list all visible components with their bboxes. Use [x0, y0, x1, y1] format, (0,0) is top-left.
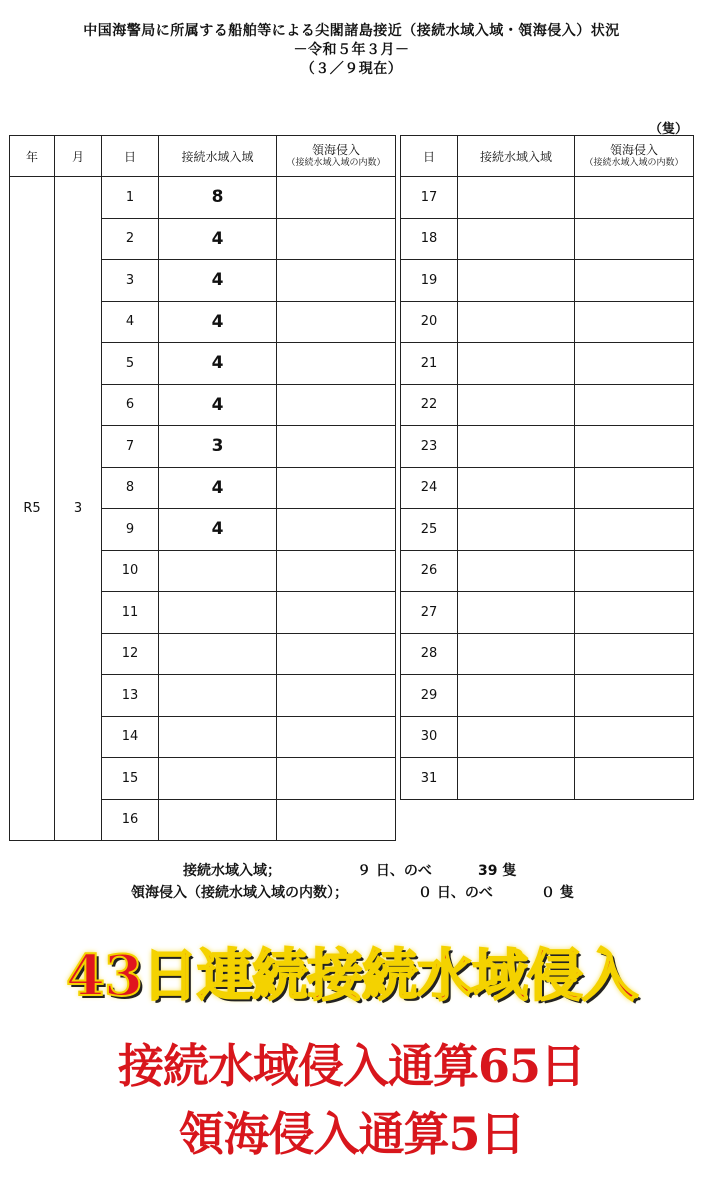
day-cell: 20	[401, 301, 458, 343]
unit-label: （隻）	[649, 122, 689, 137]
territorial-count-cell	[277, 467, 396, 509]
table-row	[401, 343, 694, 385]
contiguous-count-cell	[458, 426, 575, 468]
table-row	[401, 218, 694, 260]
territorial-count-cell	[575, 177, 694, 219]
territorial-header-label: 領海侵入	[609, 143, 658, 157]
day-cell: 28	[401, 633, 458, 675]
contiguous-count-cell: 4	[159, 343, 277, 385]
year-cell: R5	[10, 177, 55, 841]
contiguous-count-cell: 8	[159, 177, 277, 219]
day-cell: 19	[401, 260, 458, 302]
table-row	[401, 467, 694, 509]
table-row	[401, 260, 694, 302]
summary-territorial-label: 領海侵入（接続水域入域の内数）；	[131, 885, 348, 901]
day-cell: 11	[102, 592, 159, 634]
summary-contiguous-ships: 39 隻	[478, 863, 517, 879]
summary-territorial-ships: ０ 隻	[541, 885, 574, 901]
contiguous-count-cell	[159, 799, 277, 841]
day-cell: 10	[102, 550, 159, 592]
summary-contiguous-label: 接続水域入域；	[183, 863, 281, 879]
contiguous-header: 接続水域入域	[458, 136, 575, 177]
left-table-header-row	[10, 136, 396, 177]
contiguous-count-cell	[159, 633, 277, 675]
territorial-count-cell	[277, 758, 396, 800]
contiguous-count-cell	[458, 467, 575, 509]
contiguous-count-cell: 3	[159, 426, 277, 468]
contiguous-count-cell: 4	[159, 467, 277, 509]
contiguous-count-cell	[458, 509, 575, 551]
territorial-count-cell	[575, 301, 694, 343]
day-header: 日	[102, 136, 159, 177]
table-row	[401, 509, 694, 551]
territorial-count-cell	[277, 260, 396, 302]
day-cell: 8	[102, 467, 159, 509]
contiguous-count-cell	[458, 177, 575, 219]
day-cell: 13	[102, 675, 159, 717]
contiguous-count-cell	[458, 343, 575, 385]
table-row	[401, 550, 694, 592]
contiguous-count-cell	[458, 716, 575, 758]
table-row	[401, 426, 694, 468]
table-row	[401, 177, 694, 219]
day-cell: 1	[102, 177, 159, 219]
territorial-count-cell	[277, 592, 396, 634]
territorial-header-note: （接続水域入域の内数）	[584, 158, 684, 168]
contiguous-count-cell	[458, 633, 575, 675]
day-cell: 31	[401, 758, 458, 800]
territorial-count-cell	[575, 218, 694, 260]
day-cell: 5	[102, 343, 159, 385]
territorial-count-cell	[277, 509, 396, 551]
day-cell: 26	[401, 550, 458, 592]
contiguous-count-cell	[458, 384, 575, 426]
territorial-count-cell	[575, 716, 694, 758]
territorial-count-cell	[277, 177, 396, 219]
day-cell: 9	[102, 509, 159, 551]
banner-consecutive-days: 43日連続接続水域侵入	[66, 943, 637, 1009]
territorial-header	[277, 136, 396, 177]
table-row	[401, 592, 694, 634]
territorial-count-cell	[575, 592, 694, 634]
table-row	[401, 384, 694, 426]
right-table-header-row	[401, 136, 694, 177]
territorial-header	[575, 136, 694, 177]
territorial-count-cell	[277, 633, 396, 675]
day-cell: 15	[102, 758, 159, 800]
table-row	[10, 177, 396, 219]
day-cell: 27	[401, 592, 458, 634]
territorial-count-cell	[575, 758, 694, 800]
contiguous-count-cell	[458, 592, 575, 634]
territorial-count-cell	[277, 218, 396, 260]
territorial-count-cell	[575, 550, 694, 592]
summary-territorial-days: ０ 日、のべ	[418, 885, 493, 901]
day-cell: 25	[401, 509, 458, 551]
contiguous-count-cell: 4	[159, 260, 277, 302]
day-cell: 7	[102, 426, 159, 468]
contiguous-count-cell	[458, 675, 575, 717]
document-title: 中国海警局に所属する船舶等による尖閣諸島接近（接続水域入域・領海侵入）状況	[83, 23, 620, 39]
territorial-count-cell	[277, 301, 396, 343]
day-cell: 14	[102, 716, 159, 758]
territorial-count-cell	[277, 799, 396, 841]
contiguous-count-cell: 4	[159, 301, 277, 343]
territorial-count-cell	[575, 426, 694, 468]
day-cell: 30	[401, 716, 458, 758]
contiguous-count-cell	[159, 716, 277, 758]
contiguous-header: 接続水域入域	[159, 136, 277, 177]
right-table	[400, 135, 694, 800]
contiguous-count-cell	[458, 550, 575, 592]
contiguous-count-cell	[458, 260, 575, 302]
month-header: 月	[55, 136, 102, 177]
territorial-count-cell	[575, 509, 694, 551]
territorial-header-label: 領海侵入	[311, 143, 360, 157]
territorial-count-cell	[575, 343, 694, 385]
table-row	[401, 301, 694, 343]
day-cell: 4	[102, 301, 159, 343]
table-row	[401, 633, 694, 675]
day-cell: 29	[401, 675, 458, 717]
document-period: －令和５年３月－	[293, 42, 410, 58]
day-cell: 21	[401, 343, 458, 385]
day-cell: 23	[401, 426, 458, 468]
day-header: 日	[401, 136, 458, 177]
day-cell: 18	[401, 218, 458, 260]
contiguous-count-cell	[458, 301, 575, 343]
contiguous-count-cell: 4	[159, 509, 277, 551]
contiguous-count-cell	[159, 592, 277, 634]
territorial-count-cell	[575, 384, 694, 426]
day-cell: 3	[102, 260, 159, 302]
banner-contiguous-total: 接続水域侵入通算65日	[117, 1039, 585, 1093]
territorial-count-cell	[277, 550, 396, 592]
table-row	[401, 675, 694, 717]
contiguous-count-cell	[159, 675, 277, 717]
territorial-count-cell	[277, 426, 396, 468]
day-cell: 16	[102, 799, 159, 841]
month-cell: 3	[55, 177, 102, 841]
contiguous-count-cell	[159, 758, 277, 800]
day-cell: 17	[401, 177, 458, 219]
territorial-count-cell	[277, 384, 396, 426]
contiguous-count-cell	[159, 550, 277, 592]
day-cell: 22	[401, 384, 458, 426]
document-header	[0, 22, 703, 79]
left-table	[9, 135, 396, 841]
territorial-count-cell	[277, 343, 396, 385]
document-as-of-date: （３／９現在）	[300, 61, 403, 77]
territorial-count-cell	[277, 716, 396, 758]
contiguous-count-cell	[458, 218, 575, 260]
territorial-count-cell	[277, 675, 396, 717]
territorial-count-cell	[575, 633, 694, 675]
contiguous-count-cell: 4	[159, 218, 277, 260]
contiguous-count-cell: 4	[159, 384, 277, 426]
contiguous-count-cell	[458, 758, 575, 800]
day-cell: 24	[401, 467, 458, 509]
day-cell: 2	[102, 218, 159, 260]
territorial-count-cell	[575, 260, 694, 302]
day-cell: 12	[102, 633, 159, 675]
year-header: 年	[10, 136, 55, 177]
table-row	[401, 758, 694, 800]
territorial-count-cell	[575, 467, 694, 509]
territorial-count-cell	[575, 675, 694, 717]
summary-contiguous-days: ９ 日、のべ	[357, 863, 432, 879]
table-row	[401, 716, 694, 758]
banner-territorial-total: 領海侵入通算5日	[178, 1107, 525, 1161]
territorial-header-note: （接続水域入域の内数）	[286, 158, 386, 168]
day-cell: 6	[102, 384, 159, 426]
